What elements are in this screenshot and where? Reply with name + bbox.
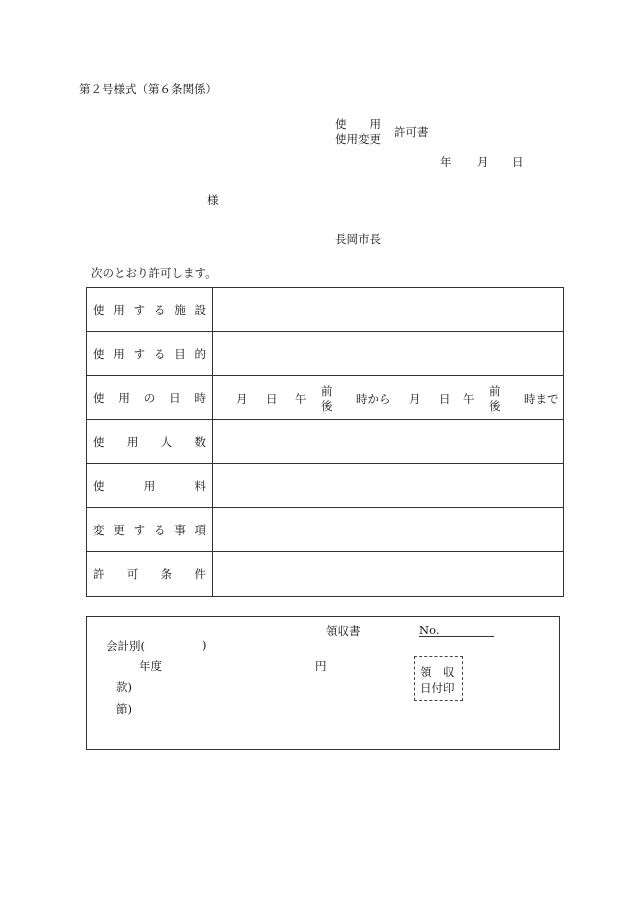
label-char: 数 xyxy=(194,434,206,449)
label-char: 用 xyxy=(143,478,156,493)
title-line-change: 使用変更 xyxy=(335,132,381,146)
label-char: 事 xyxy=(174,522,186,537)
start-day: 日 xyxy=(266,392,278,406)
end-pm: 後 xyxy=(489,399,501,413)
date-day: 日 xyxy=(512,155,524,169)
stamp-line2: 日付印 xyxy=(420,681,455,695)
facility-value xyxy=(213,288,564,332)
label-char: の xyxy=(143,390,156,405)
label-char: 用 xyxy=(118,390,130,405)
label-char: 日 xyxy=(169,390,181,405)
row-label-purpose xyxy=(93,346,206,362)
account-close: ) xyxy=(202,638,207,652)
yen-label: 円 xyxy=(315,659,327,673)
start-noon: 午 xyxy=(295,392,307,406)
label-char: 施 xyxy=(174,302,186,317)
label-char: す xyxy=(133,346,146,361)
label-char: 用 xyxy=(113,302,125,317)
label-cell xyxy=(87,288,213,332)
start-pm: 後 xyxy=(321,399,333,413)
title-line-use: 使 用 xyxy=(335,117,381,131)
changes-value xyxy=(213,508,564,552)
label-char: 許 xyxy=(93,567,105,581)
people-value xyxy=(213,420,564,464)
account-label: 会計別( xyxy=(106,639,145,653)
end-noon: 午 xyxy=(463,392,475,406)
end-day: 日 xyxy=(439,392,451,406)
label-char: 使 xyxy=(93,478,105,493)
stamp-line1: 領 収 xyxy=(420,665,455,679)
row-label-conditions xyxy=(93,566,206,582)
date-year: 年 xyxy=(440,155,452,169)
from-label: 時から xyxy=(356,392,391,406)
row-label-fee xyxy=(93,478,206,494)
label-char: 更 xyxy=(113,522,125,537)
purpose-value xyxy=(213,332,564,376)
label-char: 用 xyxy=(113,346,125,361)
label-char: 設 xyxy=(194,302,206,317)
label-char: 人 xyxy=(160,434,173,449)
table-row xyxy=(87,288,564,332)
label-cell xyxy=(87,332,213,376)
label-char: す xyxy=(133,522,146,537)
addressee-suffix: 様 xyxy=(207,193,219,207)
receipt-number-label: No. xyxy=(419,623,440,637)
end-month: 月 xyxy=(409,392,421,406)
conditions-value xyxy=(213,552,564,597)
form-number: 第２号様式（第６条関係） xyxy=(79,82,217,96)
receipt-title: 領収書 xyxy=(326,624,361,638)
label-cell xyxy=(87,420,213,464)
label-char: 時 xyxy=(194,390,206,405)
label-char: 条 xyxy=(160,567,173,581)
table-row xyxy=(87,508,564,552)
label-char: 使 xyxy=(93,434,105,449)
label-char: す xyxy=(133,302,146,317)
table-row xyxy=(87,332,564,376)
end-am: 前 xyxy=(489,384,501,398)
issuer: 長岡市長 xyxy=(335,232,381,246)
date-month: 月 xyxy=(477,155,489,169)
label-char: 使 xyxy=(93,390,105,405)
label-char: る xyxy=(153,302,166,317)
label-cell xyxy=(87,508,213,552)
permit-table xyxy=(86,287,564,597)
label-cell xyxy=(87,464,213,508)
label-char: 料 xyxy=(194,478,206,493)
fee-value xyxy=(213,464,564,508)
datetime-fields xyxy=(213,376,563,419)
table-row xyxy=(87,420,564,464)
start-am: 前 xyxy=(321,384,333,398)
row-label-people xyxy=(93,434,206,450)
row-label-changes xyxy=(93,522,206,538)
table-row xyxy=(87,552,564,597)
label-char: 変 xyxy=(93,522,105,537)
label-char: 件 xyxy=(194,567,206,581)
table-row xyxy=(87,376,564,420)
label-char: 項 xyxy=(194,522,206,537)
item-label: 款) xyxy=(116,680,132,694)
row-label-facility xyxy=(93,302,206,318)
datetime-value xyxy=(213,376,564,420)
label-char: 的 xyxy=(194,346,206,361)
label-char: る xyxy=(153,522,166,537)
row-label-datetime xyxy=(93,390,206,406)
receipt-number-field xyxy=(419,624,494,637)
label-char: る xyxy=(153,346,166,361)
label-char: 使 xyxy=(93,302,105,317)
label-cell xyxy=(87,552,213,597)
label-char: 目 xyxy=(174,346,186,361)
label-char: 使 xyxy=(93,346,105,361)
table-row xyxy=(87,464,564,508)
label-char: 可 xyxy=(126,567,139,581)
section-label: 節) xyxy=(116,702,132,716)
until-label: 時まで xyxy=(524,392,559,406)
intro-text: 次のとおり許可します。 xyxy=(91,266,217,280)
fiscal-year-label: 年度 xyxy=(139,659,162,673)
start-month: 月 xyxy=(236,392,248,406)
title-suffix: 許可書 xyxy=(394,125,429,139)
label-char: 用 xyxy=(126,434,139,449)
label-cell xyxy=(87,376,213,420)
